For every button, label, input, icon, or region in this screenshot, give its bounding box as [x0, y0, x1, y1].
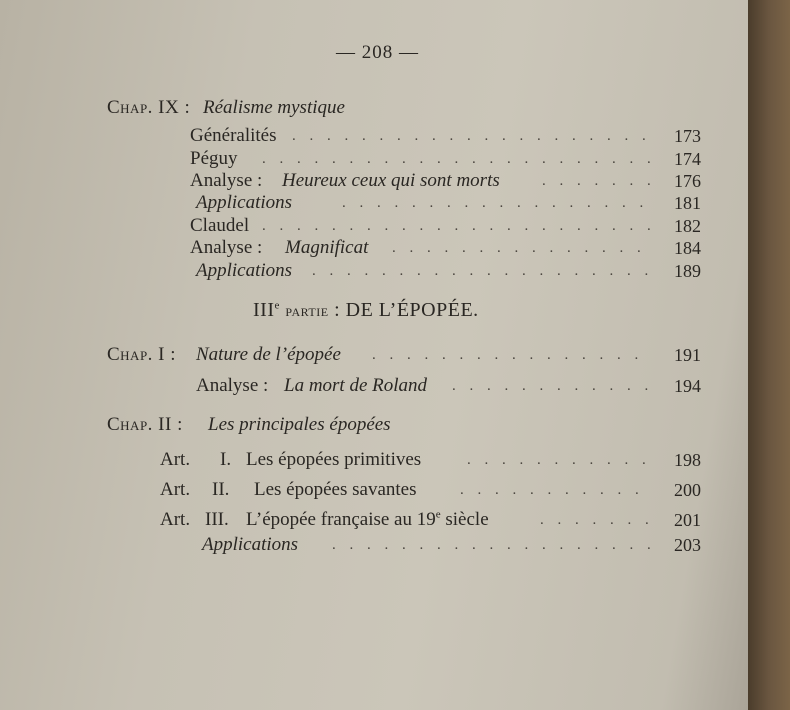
entry-page: 173 [674, 126, 701, 146]
entry-label: Heureux ceux qui sont morts [282, 170, 500, 191]
toc-entry [0, 259, 748, 283]
chapter-heading [0, 413, 748, 437]
entry-label: Les épopées primitives [246, 449, 422, 470]
dot-leader [392, 236, 652, 260]
entry-prefix: Analyse : [190, 170, 263, 191]
entry-label: Les épopées savantes [254, 479, 417, 500]
entry-page: 203 [674, 535, 701, 555]
toc-entry [0, 169, 748, 193]
toc-entry [0, 124, 748, 148]
entry-page: 191 [674, 345, 701, 365]
page-number: — 208 — [336, 42, 419, 63]
article-label: Art. [160, 509, 191, 530]
entry-label: Applications [196, 260, 293, 281]
entry-page: 198 [674, 450, 701, 470]
toc-entry [0, 236, 748, 260]
toc-entry [0, 214, 748, 238]
entry-page: 181 [674, 193, 701, 213]
toc-entry [0, 374, 748, 398]
dot-leader [332, 533, 652, 557]
dot-leader [262, 147, 652, 171]
entry-label: L’épopée française au 19e siècle [246, 508, 489, 530]
toc-entry [0, 508, 748, 532]
part-heading [253, 299, 479, 322]
book-gutter-shadow [748, 0, 790, 710]
toc-entry [0, 448, 748, 472]
part-number-suffix: e [274, 299, 280, 312]
entry-page: 194 [674, 376, 701, 396]
dot-leader [460, 478, 652, 502]
chapter-label: Chap. II : [107, 414, 183, 435]
entry-label: Généralités [190, 125, 277, 146]
entry-label: La mort de Roland [284, 375, 428, 396]
dot-leader [540, 508, 652, 532]
chapter-heading [0, 343, 748, 367]
entry-prefix: Analyse : [190, 237, 263, 258]
entry-prefix: Analyse : [196, 375, 269, 396]
article-number: II. [212, 479, 230, 500]
entry-page: 189 [674, 261, 701, 281]
dot-leader [342, 191, 652, 215]
entry-label: Péguy [190, 148, 238, 169]
entry-page: 174 [674, 149, 701, 169]
dot-leader [262, 214, 652, 238]
article-label: Art. [160, 449, 191, 470]
toc-entry [0, 478, 748, 502]
dot-leader [372, 343, 652, 367]
entry-page: 182 [674, 216, 701, 236]
entry-page: 176 [674, 171, 701, 191]
article-number: III. [205, 509, 229, 530]
entry-label: Applications [202, 534, 299, 555]
part-word: partie [285, 301, 329, 320]
chapter-title: Nature de l’épopée [196, 344, 341, 365]
dot-leader [312, 259, 652, 283]
article-number: I. [220, 449, 232, 470]
toc-entry [0, 533, 748, 557]
entry-page: 184 [674, 238, 701, 258]
toc-entry [0, 147, 748, 171]
dot-leader [467, 448, 652, 472]
chapter-title: Réalisme mystique [203, 97, 345, 118]
dot-leader [292, 124, 652, 148]
entry-label: Claudel [190, 215, 250, 236]
article-label: Art. [160, 479, 191, 500]
dot-leader [452, 374, 652, 398]
toc-entry [0, 191, 748, 215]
entry-page: 200 [674, 480, 701, 500]
part-title: : DE L’ÉPOPÉE. [334, 299, 479, 321]
dot-leader [542, 169, 652, 193]
part-number: III [253, 299, 275, 321]
chapter-label: Chap. IX : [107, 97, 191, 118]
entry-page: 201 [674, 510, 701, 530]
chapter-title: Les principales épopées [208, 414, 391, 435]
entry-label: Applications [196, 192, 293, 213]
entry-label: Magnificat [285, 237, 369, 258]
chapter-label: Chap. I : [107, 344, 177, 365]
chapter-heading [0, 96, 748, 120]
